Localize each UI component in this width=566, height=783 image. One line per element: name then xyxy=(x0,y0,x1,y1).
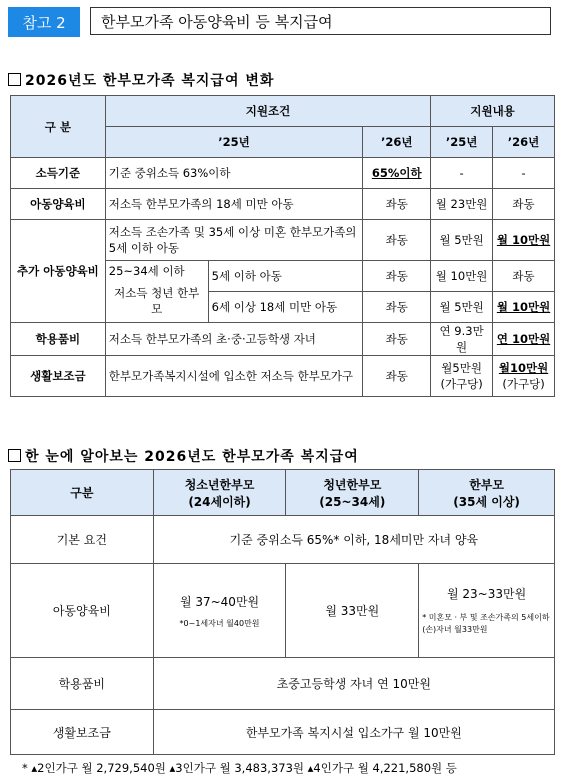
header-category: 구 분 xyxy=(11,96,106,158)
table-row: 아동양육비 저소득 한부모가족의 18세 미만 아동 좌동 월 23만원 좌동 xyxy=(11,189,555,220)
header-condition: 지원조건 xyxy=(105,96,430,127)
changes-table xyxy=(10,95,555,397)
table-row: 생활보조금 한부모가족 복지시설 입소가구 월 10만원 xyxy=(11,710,555,755)
table-row: 6세 이상 18세 미만 아동 좌동 월 5만원 월 10만원 xyxy=(11,292,555,323)
header-y25: ’25년 xyxy=(105,127,362,158)
page-header xyxy=(8,7,553,37)
table-row: 25~34세 이하 저소득 청년 한부모 5세 이하 아동 좌동 월 10만원 좌동 xyxy=(11,261,555,292)
checkbox-square-icon xyxy=(8,73,21,86)
summary-table: 구분 청소년한부모 (24세이하) 청년한부모 (25~34세) 한부모 (35세 이상) 기본 요건 기준 중위소득 65%* 이하, 18세미만 자녀 양육 아동양육비 월 37~40만원 *0~1세자녀 월40만원 월 33만원 월 23~33만원 * 미혼모 · 부 및 조손가족의 5세이하(손)자녀 월33만원 학용품비 초중고등학생 자녀 연 10만원 생활보조금 한부모가족 복지시설 입소가구 월 10만원 xyxy=(10,469,555,755)
table-row: 학용품비 저소득 한부모가족의 초·중·고등학생 자녀 좌동 연 9.3만원 연 10만원 xyxy=(11,323,555,356)
header-category: 구분 xyxy=(11,470,154,516)
footnote: * ▴2인가구 월 2,729,540원 ▴3인가구 월 3,483,373원 ▴4인가구 월 4,221,580원 등 xyxy=(22,761,457,775)
header-y26: ’26년 xyxy=(363,127,431,158)
sub-category: 25~34세 이하 저소득 청년 한부모 xyxy=(105,261,208,323)
table-row: 생활보조금 한부모가족복지시설에 입소한 저소득 한부모가구 좌동 월5만원 (가구당) 월10만원 (가구당) xyxy=(11,356,555,397)
section2-title: 한 눈에 알아보는 2026년도 한부모가족 복지급여 xyxy=(8,446,359,466)
header-content: 지원내용 xyxy=(431,96,555,127)
checkbox-square-icon xyxy=(8,449,21,462)
table-row: 아동양육비 월 37~40만원 *0~1세자녀 월40만원 월 33만원 월 23~33만원 * 미혼모 · 부 및 조손가족의 5세이하(손)자녀 월33만원 xyxy=(11,564,555,658)
reference-tag: 참고 2 xyxy=(8,7,80,37)
table-row: 기본 요건 기준 중위소득 65%* 이하, 18세미만 자녀 양육 xyxy=(11,516,555,564)
header-y25-content: ’25년 xyxy=(431,127,493,158)
page-title: 한부모가족 아동양육비 등 복지급여 xyxy=(90,7,551,35)
table-row: 학용품비 초중고등학생 자녀 연 10만원 xyxy=(11,658,555,710)
table-row: 소득기준 기준 중위소득 63%이하 65%이하 - - xyxy=(11,158,555,189)
header-y26-content: ’26년 xyxy=(493,127,555,158)
section1-title: 2026년도 한부모가족 복지급여 변화 xyxy=(8,70,274,90)
table-row: 추가 아동양육비 저소득 조손가족 및 35세 이상 미혼 한부모가족의 5세 이하 아동 좌동 월 5만원 월 10만원 xyxy=(11,220,555,261)
